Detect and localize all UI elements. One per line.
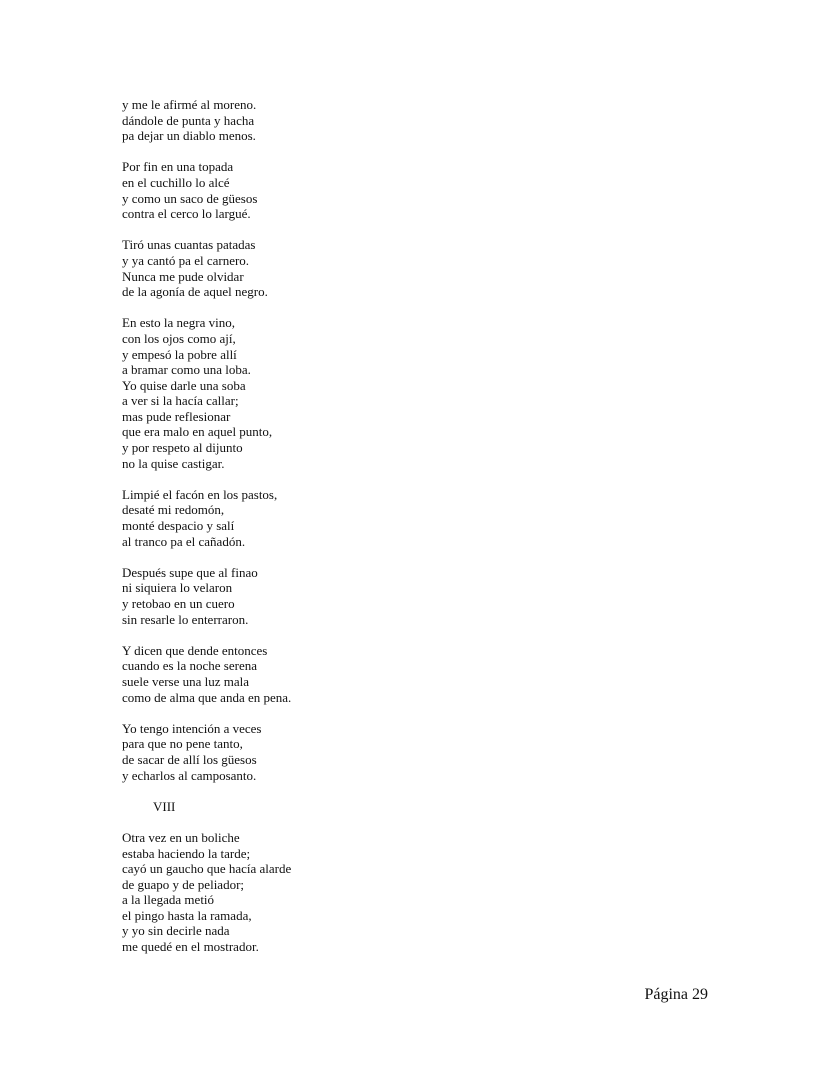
verse-line: sin resarle lo enterraron. — [122, 611, 249, 627]
stanza — [122, 159, 542, 221]
poem-body — [122, 97, 542, 970]
verse-line: estaba haciendo la tarde; — [122, 845, 251, 861]
stanza-group — [122, 97, 542, 783]
verse-line: de la agonía de aquel negro. — [122, 284, 268, 300]
verse-line: el pingo hasta la ramada, — [122, 907, 252, 923]
verse-line: suele verse una luz mala — [122, 673, 250, 689]
stanza-group — [122, 830, 542, 955]
verse-line: Después supe que al finao — [122, 564, 258, 580]
stanza — [122, 830, 542, 955]
verse-line: cuando es la noche serena — [122, 658, 257, 674]
stanza — [122, 643, 542, 705]
verse-line: y por respeto al dijunto — [122, 440, 243, 456]
verse-line: mas pude reflesionar — [122, 408, 231, 424]
verse-line: y ya cantó pa el carnero. — [122, 252, 250, 268]
verse-line: Limpié el facón en los pastos, — [122, 486, 278, 502]
verse-line: En esto la negra vino, — [122, 315, 235, 331]
section-heading: VIII — [153, 798, 176, 814]
verse-line: y echarlos al camposanto. — [122, 767, 257, 783]
verse-line: Y dicen que dende entonces — [122, 642, 268, 658]
verse-line: para que no pene tanto, — [122, 736, 243, 752]
verse-line: y yo sin decirle nada — [122, 923, 230, 939]
stanza — [122, 721, 542, 783]
stanza — [122, 565, 542, 627]
stanza — [122, 97, 542, 144]
verse-line: como de alma que anda en pena. — [122, 689, 292, 705]
stanza — [122, 487, 542, 549]
verse-line: Tiró unas cuantas patadas — [122, 237, 256, 253]
verse-line: cayó un gaucho que hacía alarde — [122, 861, 292, 877]
verse-line: y retobao en un cuero — [122, 596, 235, 611]
verse-line: Por fin en una topada — [122, 159, 234, 175]
verse-line: de guapo y de peliador; — [122, 876, 245, 892]
verse-line: y como un saco de güesos — [122, 190, 258, 206]
verse-line: dándole de punta y hacha — [122, 112, 255, 128]
verse-line: al tranco pa el cañadón. — [122, 533, 246, 549]
page-number: Página 29 — [644, 986, 708, 1003]
verse-line: de sacar de allí los güesos — [122, 751, 257, 767]
stanza — [122, 237, 542, 299]
verse-line: Yo tengo intención a veces — [122, 720, 262, 736]
verse-line: contra el cerco lo largué. — [122, 206, 251, 222]
verse-line: y me le afirmé al moreno. — [122, 97, 257, 112]
verse-line: Yo quise darle una soba — [122, 377, 246, 393]
verse-line: pa dejar un diablo menos. — [122, 128, 256, 144]
verse-line: Nunca me pude olvidar — [122, 268, 244, 284]
verse-line: en el cuchillo lo alcé — [122, 174, 230, 190]
verse-line: que era malo en aquel punto, — [122, 424, 273, 440]
verse-line: con los ojos como ají, — [122, 330, 236, 346]
verse-line: y empesó la pobre allí — [122, 346, 237, 362]
stanza — [122, 315, 542, 471]
verse-line: no la quise castigar. — [122, 455, 225, 471]
verse-line: a la llegada metió — [122, 892, 215, 908]
verse-line: monté despacio y salí — [122, 518, 235, 534]
verse-line: a ver si la hacía callar; — [122, 393, 239, 409]
verse-line: desaté mi redomón, — [122, 502, 225, 518]
verse-line: ni siquiera lo velaron — [122, 580, 233, 596]
verse-line: a bramar como una loba. — [122, 362, 251, 378]
verse-line: me quedé en el mostrador. — [122, 939, 259, 955]
verse-line: Otra vez en un boliche — [122, 829, 240, 845]
